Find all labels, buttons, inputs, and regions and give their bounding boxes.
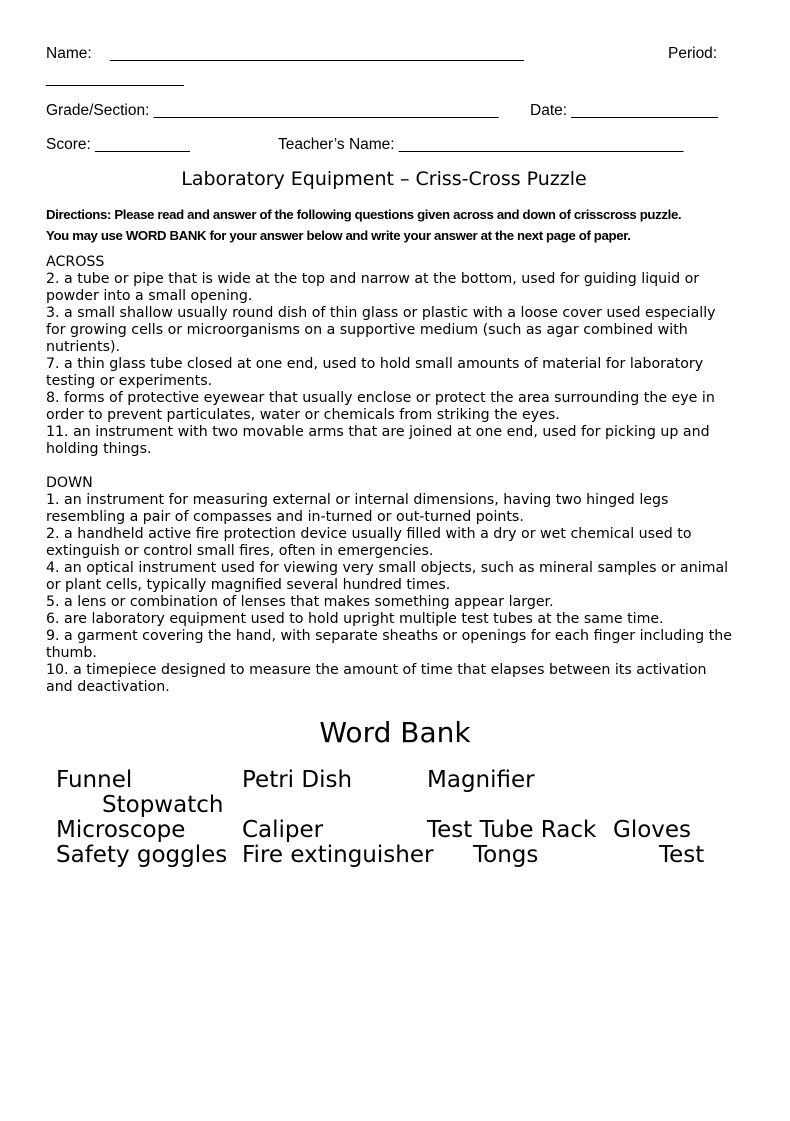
period-label: Period: <box>668 45 718 62</box>
page-title: Laboratory Equipment – Criss-Cross Puzzle <box>181 168 587 190</box>
word-bank-word: Caliper <box>242 817 324 843</box>
clue-list <box>46 254 736 696</box>
down-clue: 2. a handheld active fire protection device usually filled with a dry or wet chemical used to extinguish or control small fires, often in emergencies. <box>46 526 692 559</box>
word-bank-word: Microscope <box>56 817 186 843</box>
date-field[interactable]: Date: _________________ <box>530 102 718 119</box>
grade-section-field[interactable]: Grade/Section: ________________________________________ <box>46 102 499 119</box>
down-clue: 9. a garment covering the hand, with separate sheaths or openings for each finger including the thumb. <box>46 628 732 661</box>
across-clue: 7. a thin glass tube closed at one end, used to hold small amounts of material for laboratory testing or experiments. <box>46 356 704 389</box>
directions-line: Directions: Please read and answer of the following questions given across and down of crisscross puzzle. <box>46 207 682 222</box>
name-label: Name: <box>46 45 92 62</box>
word-bank-word: Stopwatch <box>102 792 224 818</box>
word-bank-word: Fire extinguisher <box>242 842 434 868</box>
directions <box>46 204 736 246</box>
across-clue: 8. forms of protective eyewear that usually enclose or protect the area surrounding the eye in order to prevent particulates, water or chemicals from striking the eyes. <box>46 390 715 423</box>
section-spacer <box>46 458 736 475</box>
score-field[interactable]: Score: ___________ <box>46 136 190 153</box>
down-clue: 6. are laboratory equipment used to hold upright multiple test tubes at the same time. <box>46 611 664 627</box>
word-bank-word: Test Tube Rack <box>427 817 597 843</box>
down-clue: 5. a lens or combination of lenses that makes something appear larger. <box>46 594 554 610</box>
across-clue: 3. a small shallow usually round dish of thin glass or plastic with a loose cover used especially for growing cells or microorganisms on a supportive medium (such as agar combined with nutrients). <box>46 305 716 355</box>
across-heading: ACROSS <box>46 254 105 270</box>
across-clue: 2. a tube or pipe that is wide at the top and narrow at the bottom, used for guiding liquid or powder into a small opening. <box>46 271 700 304</box>
word-bank-word: Tongs <box>473 842 539 868</box>
word-bank-word: Funnel <box>56 767 133 793</box>
word-bank-word: Safety goggles <box>56 842 228 868</box>
word-bank-word: Magnifier <box>427 767 535 793</box>
down-heading: DOWN <box>46 475 93 491</box>
directions-line: You may use WORD BANK for your answer below and write your answer at the next page of paper. <box>46 228 631 243</box>
period-field-line[interactable]: ________________ <box>46 70 184 87</box>
word-bank <box>56 764 746 868</box>
word-bank-title: Word Bank <box>319 716 471 749</box>
down-clue: 10. a timepiece designed to measure the amount of time that elapses between its activation and deactivation. <box>46 662 707 695</box>
down-clue: 4. an optical instrument used for viewing very small objects, such as mineral samples or animal or plant cells, typically magnified several hundred times. <box>46 560 729 593</box>
teacher-name-field[interactable]: Teacher’s Name: _________________________________ <box>278 136 684 153</box>
across-clue: 11. an instrument with two movable arms that are joined at one end, used for picking up and holding things. <box>46 424 710 457</box>
name-field-line[interactable]: ________________________________________________ <box>110 45 524 62</box>
word-bank-word: Test <box>659 842 705 868</box>
word-bank-word: Gloves <box>613 817 692 843</box>
down-clue: 1. an instrument for measuring external or internal dimensions, having two hinged legs resembling a pair of compasses and in-turned or out-turned points. <box>46 492 669 525</box>
word-bank-word: Petri Dish <box>242 767 353 793</box>
